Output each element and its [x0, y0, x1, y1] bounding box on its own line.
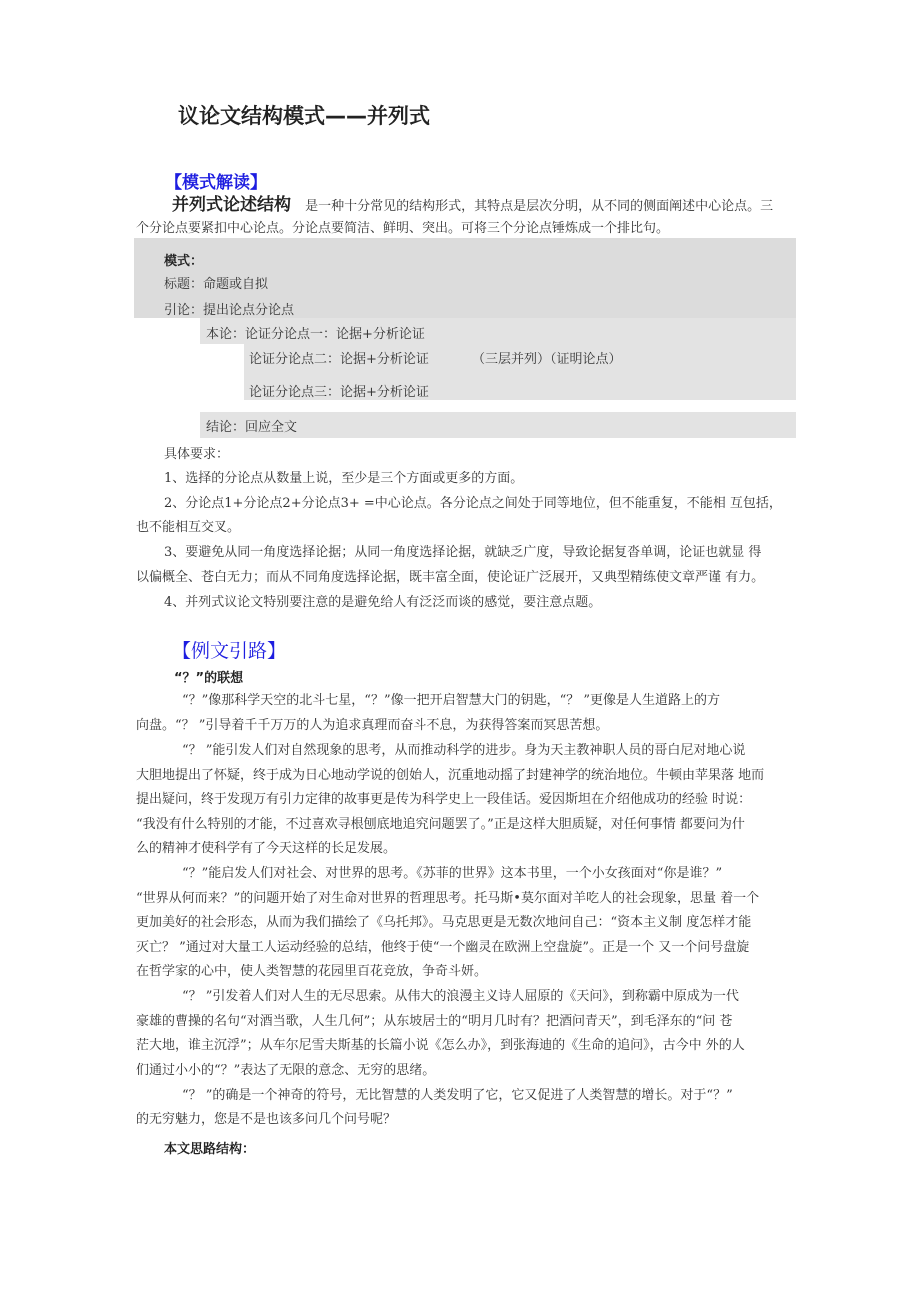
p3-line-e: 在哲学家的心中，使人类智慧的花园里百花竞放，争奇斗妍。: [136, 964, 488, 979]
p5-line-a: “？ ”的确是一个神奇的符号，无比智慧的人类发明了它，它又促进了人类智慧的增长。对于“？”: [182, 1088, 733, 1103]
model-body-note: （三层并列）（证明论点）: [472, 352, 622, 367]
p1-line-a: “？”像那科学天空的北斗七星，“？”像一把开启智慧大门的钥匙，“？ ”更像是人生道路上的方: [182, 693, 721, 708]
model-body-line-1: 本论：论证分论点一：论据+分析论证: [206, 327, 425, 342]
p4-line-c: 茫大地，谁主沉浮”；从车尔尼雪夫斯基的长篇小说《怎么办》，到张海迪的《生命的追问》，古今中 外的人: [136, 1038, 745, 1053]
model-intro-line: 引论：提出论点分论点: [164, 303, 295, 318]
requirement-2a: 2、分论点1+分论点2+分论点3+ =中心论点。各分论点之间处于同等地位，但不能重复，不能相 互包括，: [164, 496, 782, 511]
model-conclusion-line: 结论：回应全文: [206, 420, 298, 435]
requirement-3a: 3、要避免从同一角度选择论据；从同一角度选择论据，就缺乏广度，导致论据复沓单调，论证也就显 得: [164, 545, 762, 560]
p5-line-b: 的无穷魅力，您是不是也该多问几个问号呢？: [136, 1112, 397, 1127]
p4-line-b: 豪雄的曹操的名句“对酒当歌，人生几何”；从东坡居士的“明月几时有？把酒问青天”，到毛泽东的“问 苍: [136, 1014, 733, 1029]
p3-line-d: 灭亡？ ”通过对大量工人运动经验的总结，他终于使“一个幽灵在欧洲上空盘旋”。正是一个 又一个问号盘旋: [136, 940, 750, 955]
intro-line-2: 个分论点要紧扣中心论点。分论点要简洁、鲜明、突出。可将三个分论点锤炼成一个排比句。: [136, 221, 670, 236]
requirement-4: 4、并列式议论文特别要注意的是避免给人有泛泛而谈的感觉，要注意点题。: [164, 595, 602, 610]
intro-text-1: 是一种十分常见的结构形式，其特点是层次分明，从不同的侧面阐述中心论点。三: [305, 199, 774, 214]
p1-line-b: 向盘。“？ ”引导着千千万万的人为追求真理而奋斗不息，为获得答案而冥思苦想。: [136, 718, 609, 733]
structure-label: 本文思路结构：: [164, 1142, 256, 1157]
section-heading-example: 【例文引路】: [172, 640, 287, 662]
p3-line-c: 更加美好的社会形态，从而为我们描绘了《乌托邦》。马克思更是无数次地问自己：“资本主义制 度怎样才能: [136, 915, 752, 930]
section-heading-model: 【模式解读】: [165, 173, 267, 193]
p3-line-b: “世界从何而来？”的问题开始了对生命对世界的哲理思考。托马斯•莫尔面对羊吃人的社会现象，思量 着一个: [136, 891, 760, 906]
essay-title: “？”的联想: [174, 671, 244, 686]
page-title: 议论文结构模式——并列式: [178, 104, 430, 128]
intro-term: 并列式论述结构: [172, 195, 291, 215]
p2-line-e: 么的精神才使科学有了今天这样的长足发展。: [136, 841, 397, 856]
p2-line-b: 大胆地提出了怀疑，终于成为日心地动学说的创始人，沉重地动摇了封建神学的统治地位。牛顿由苹果落 地而: [136, 768, 765, 783]
p2-line-a: “？ ”能引发人们对自然现象的思考，从而推动科学的进步。身为天主教神职人员的哥白尼对地心说: [182, 743, 746, 758]
requirements-label: 具体要求：: [164, 447, 230, 462]
model-title-line: 标题：命题或自拟: [164, 277, 269, 292]
p2-line-d: “我没有什么特别的才能，不过喜欢寻根刨底地追究问题罢了。”正是这样大胆质疑，对任何事情 都要问为什: [136, 817, 745, 832]
model-label: 模式：: [164, 254, 204, 269]
p2-line-c: 提出疑问，终于发现万有引力定律的故事更是传为科学史上一段佳话。爱因斯坦在介绍他成功的经验 时说：: [136, 792, 752, 807]
model-body-line-3: 论证分论点三：论据+分析论证: [249, 385, 429, 400]
p4-line-d: 们通过小小的“？”表达了无限的意念、无穷的思绪。: [136, 1063, 436, 1078]
requirement-1: 1、选择的分论点从数量上说，至少是三个方面或更多的方面。: [164, 471, 524, 486]
requirement-2b: 也不能相互交叉。: [136, 520, 241, 535]
model-body-line-2: 论证分论点二：论据+分析论证: [249, 352, 429, 367]
p4-line-a: “？ ”引发着人们对人生的无尽思索。从伟大的浪漫主义诗人屈原的《天问》，到称霸中原成为一代: [182, 989, 739, 1004]
p3-line-a: “？”能启发人们对社会、对世界的思考。《苏菲的世界》这本书里，一个小女孩面对“你是谁？”: [182, 866, 723, 881]
requirement-3b: 以偏概全、苍白无力；而从不同角度选择论据，既丰富全面，使论证广泛展开，又典型精练使文章严谨 有力。: [136, 570, 765, 585]
